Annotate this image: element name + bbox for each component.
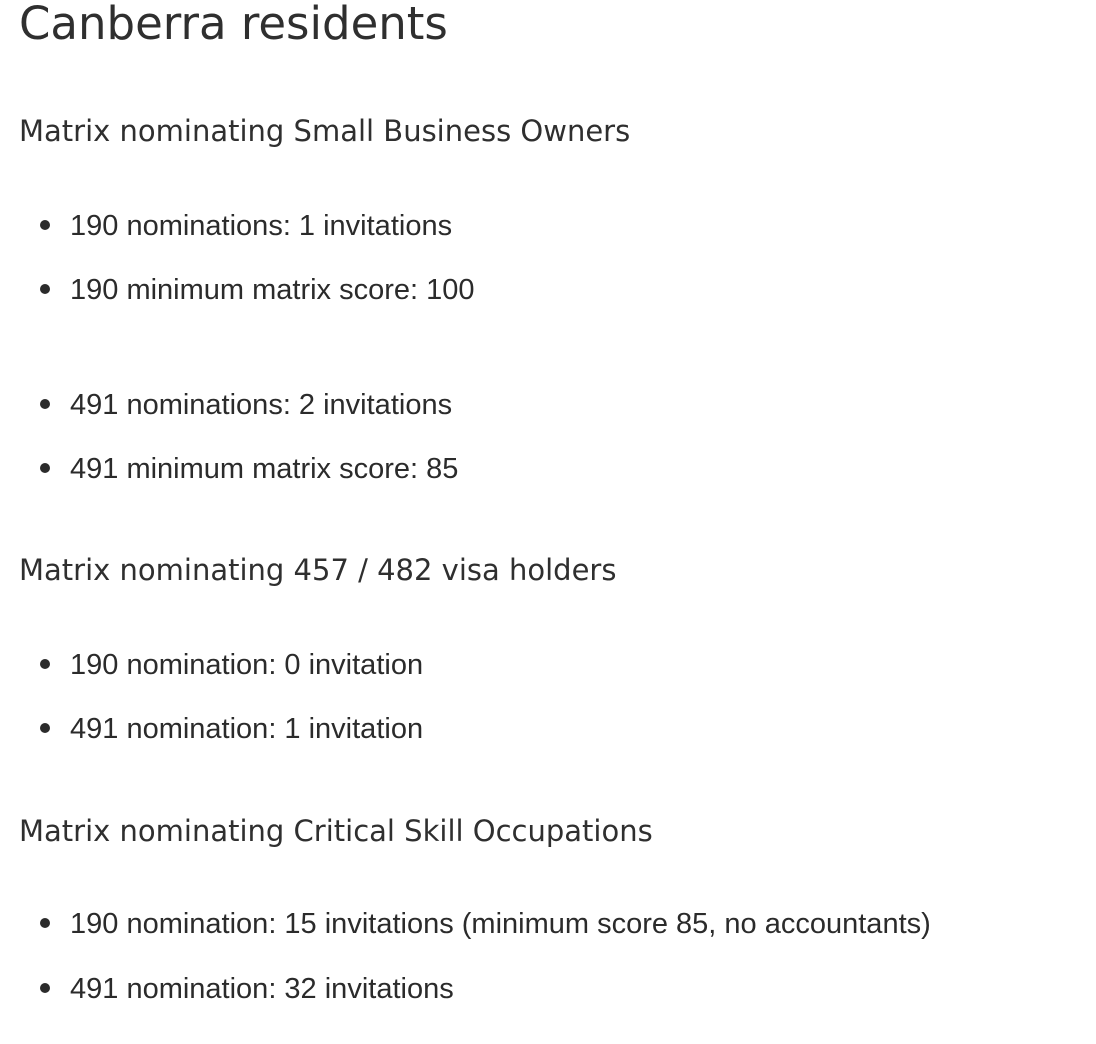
- list-item: [40, 711, 423, 747]
- bullet-icon: [40, 723, 50, 733]
- bullet-icon: [40, 284, 50, 294]
- list-item: [40, 906, 931, 942]
- list-item: [40, 647, 423, 683]
- list-item: [40, 387, 452, 423]
- list-item: [40, 272, 475, 308]
- list-item-text: 491 minimum matrix score: 85: [70, 453, 459, 485]
- list-item-text: 491 nominations: 2 invitations: [70, 389, 453, 421]
- section-heading-small-business: Matrix nominating Small Business Owners: [19, 114, 631, 148]
- section-heading-critical-skills: Matrix nominating Critical Skill Occupations: [19, 814, 653, 848]
- list-item-text: 190 nominations: 1 invitations: [70, 210, 453, 242]
- page-title: Canberra residents: [19, 0, 448, 50]
- list-item: [40, 451, 458, 487]
- bullet-icon: [40, 918, 50, 928]
- list-item-text: 190 minimum matrix score: 100: [70, 274, 475, 306]
- list-item: [40, 208, 452, 244]
- list-item-text: 190 nomination: 15 invitations (minimum score 85, no accountants): [70, 908, 931, 940]
- list-item-text: 491 nomination: 1 invitation: [70, 713, 424, 745]
- list-item-text: 491 nomination: 32 invitations: [70, 973, 454, 1005]
- bullet-icon: [40, 399, 50, 409]
- bullet-icon: [40, 659, 50, 669]
- section-heading-visa-holders: Matrix nominating 457 / 482 visa holders: [19, 553, 617, 587]
- bullet-icon: [40, 220, 50, 230]
- list-item: [40, 971, 454, 1007]
- bullet-icon: [40, 463, 50, 473]
- list-item-text: 190 nomination: 0 invitation: [70, 649, 424, 681]
- bullet-icon: [40, 983, 50, 993]
